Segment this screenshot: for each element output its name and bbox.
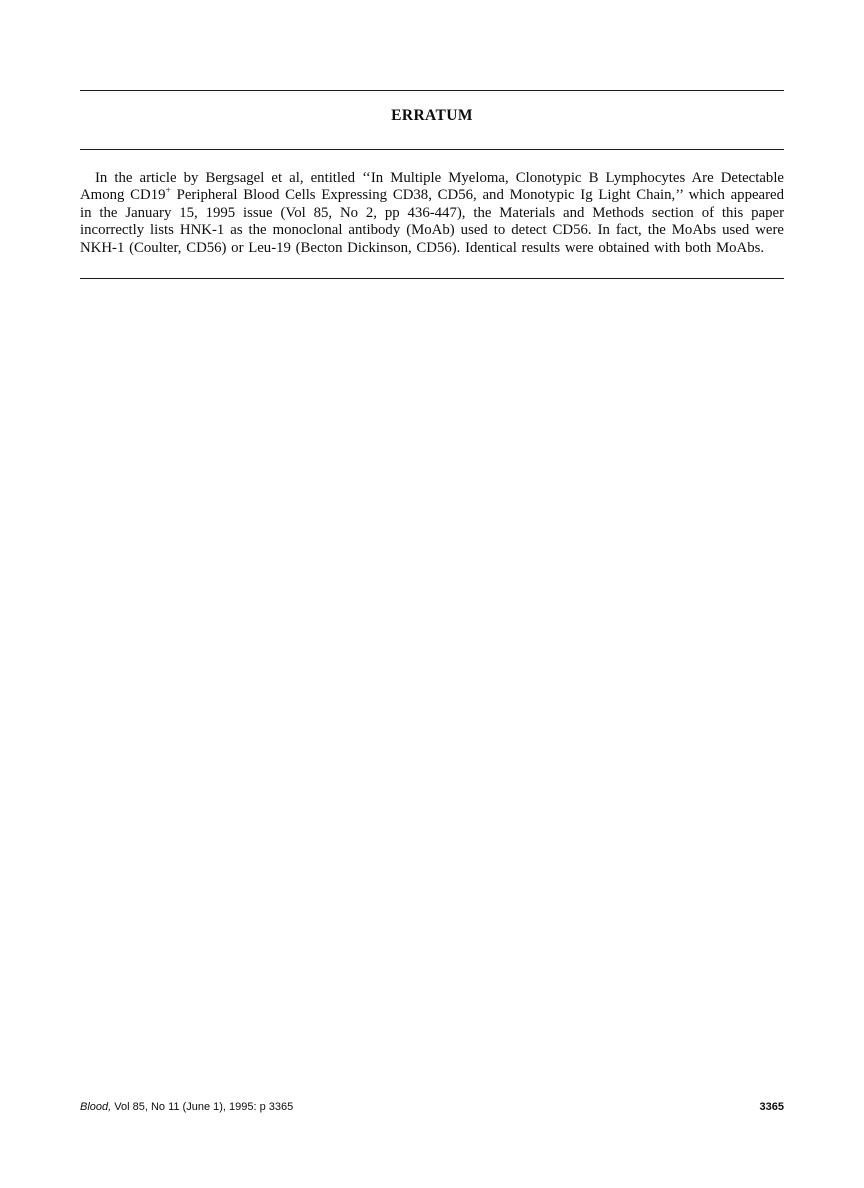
horizontal-rule-middle [80,149,784,150]
citation-text: Vol 85, No 11 (June 1), 1995: p 3365 [111,1101,294,1113]
horizontal-rule-bottom [80,278,784,279]
paragraph-text-start: In the article by Bergsagel et al, entitled ‘‘In Multiple Myeloma, Clonotypic B Lymphocytes Are Detectable Among CD19 [80,170,784,204]
horizontal-rule-top [80,90,784,91]
page-number: 3365 [759,1101,784,1113]
footer-citation [80,1101,293,1113]
paragraph-text-end: Peripheral Blood Cells Expressing CD38, CD56, and Monotypic Ig Light Chain,’’ which appeared in the January 15, 1995 issue (Vol 85, No 2, pp 436-447), the Materials and Methods section of this paper incorrectly lists HNK-1 as the monoclonal antibody (MoAb) used to detect CD56. In fact, the MoAbs used were NKH-1 (Coulter, CD56) or Leu-19 (Becton Dickinson, CD56). Identical results were obtained with both MoAbs. [80,187,784,256]
erratum-paragraph [80,170,784,257]
journal-name: Blood, [80,1101,112,1113]
erratum-heading: ERRATUM [391,107,473,124]
superscript-plus: + [165,186,171,197]
footer [80,1101,784,1113]
